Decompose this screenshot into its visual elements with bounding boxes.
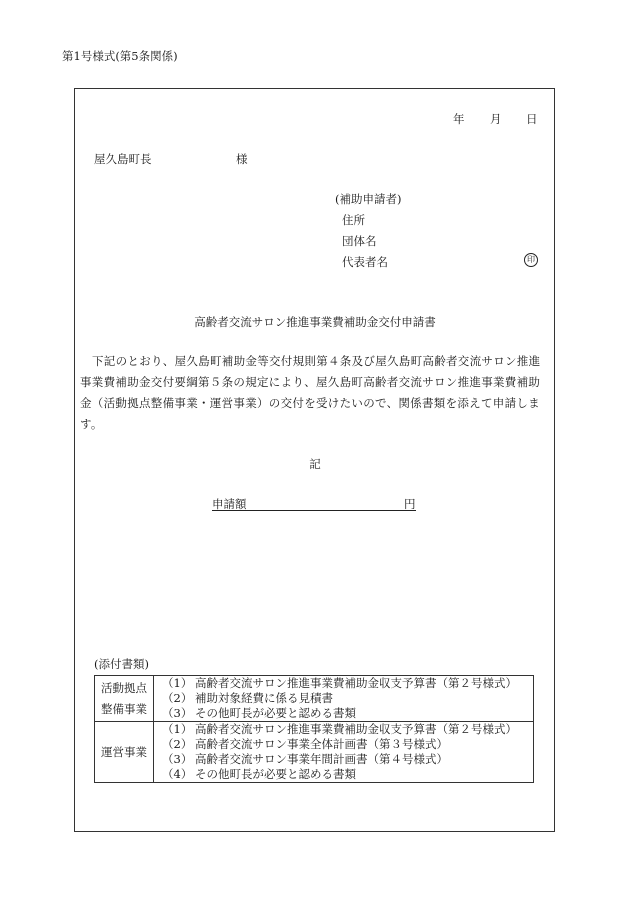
- seal-mark-icon: 印: [524, 253, 538, 267]
- date-month-label: 月: [490, 112, 502, 126]
- table-row: [95, 722, 534, 783]
- body-line: 金（活動拠点整備事業・運営事業）の交付を受けたいので、関係書類を添えて申請しま: [80, 396, 540, 410]
- item-number: （2）: [162, 691, 193, 705]
- date-year-label: 年: [453, 112, 465, 126]
- category-line: 活動拠点: [101, 680, 147, 695]
- attachment-category: [95, 722, 154, 783]
- attachment-items: [154, 722, 534, 783]
- applicant-representative-label: 代表者名: [342, 255, 388, 269]
- item-number: （1）: [162, 676, 193, 690]
- list-item: [162, 737, 533, 752]
- amount-underline: [212, 510, 416, 511]
- item-text: 補助対象経費に係る見積書: [195, 691, 333, 705]
- list-item: [162, 691, 533, 706]
- category-line: 運営事業: [101, 744, 147, 759]
- list-item: [162, 722, 533, 737]
- item-text: その他町長が必要と認める書類: [195, 767, 356, 781]
- category-line: 整備事業: [101, 701, 147, 716]
- amount-label: 申請額: [212, 497, 247, 511]
- list-item: [162, 752, 533, 767]
- applicant-address-label: 住所: [342, 213, 365, 227]
- item-number: （2）: [162, 737, 193, 751]
- ki-heading: 記: [309, 457, 321, 471]
- list-item: [162, 706, 533, 721]
- item-number: （4）: [162, 767, 193, 781]
- application-body-text: [80, 351, 550, 435]
- body-line: す。: [80, 417, 103, 431]
- list-item: [162, 767, 533, 782]
- attachment-category: [95, 676, 154, 722]
- addressee-honorific: 様: [236, 152, 248, 166]
- body-line: 事業費補助金交付要綱第５条の規定により、屋久島町高齢者交流サロン推進事業費補助: [80, 375, 541, 389]
- item-text: その他町長が必要と認める書類: [195, 706, 356, 720]
- list-item: [162, 676, 533, 691]
- item-number: （3）: [162, 706, 193, 720]
- attachment-items: [154, 676, 534, 722]
- document-title: 高齢者交流サロン推進事業費補助金交付申請書: [194, 315, 436, 329]
- date-day-label: 日: [526, 112, 538, 126]
- item-text: 高齢者交流サロン推進事業費補助金収支予算書（第２号様式）: [195, 676, 517, 690]
- item-text: 高齢者交流サロン推進事業費補助金収支予算書（第２号様式）: [195, 722, 517, 736]
- table-row: [95, 676, 534, 722]
- body-line: 下記のとおり、屋久島町補助金等交付規則第４条及び屋久島町高齢者交流サロン推進: [92, 354, 541, 368]
- item-text: 高齢者交流サロン事業年間計画書（第４号様式）: [195, 752, 448, 766]
- item-number: （1）: [162, 722, 193, 736]
- applicant-organization-label: 団体名: [342, 234, 377, 248]
- amount-unit: 円: [404, 497, 416, 511]
- attachments-table: [94, 675, 534, 783]
- addressee-name: 屋久島町長: [94, 152, 152, 166]
- item-number: （3）: [162, 752, 193, 766]
- attachments-title: (添付書類): [94, 657, 149, 671]
- item-text: 高齢者交流サロン事業全体計画書（第３号様式）: [195, 737, 448, 751]
- form-number-label: 第1号様式(第5条関係): [62, 49, 178, 63]
- applicant-section-label: (補助申請者): [335, 192, 402, 206]
